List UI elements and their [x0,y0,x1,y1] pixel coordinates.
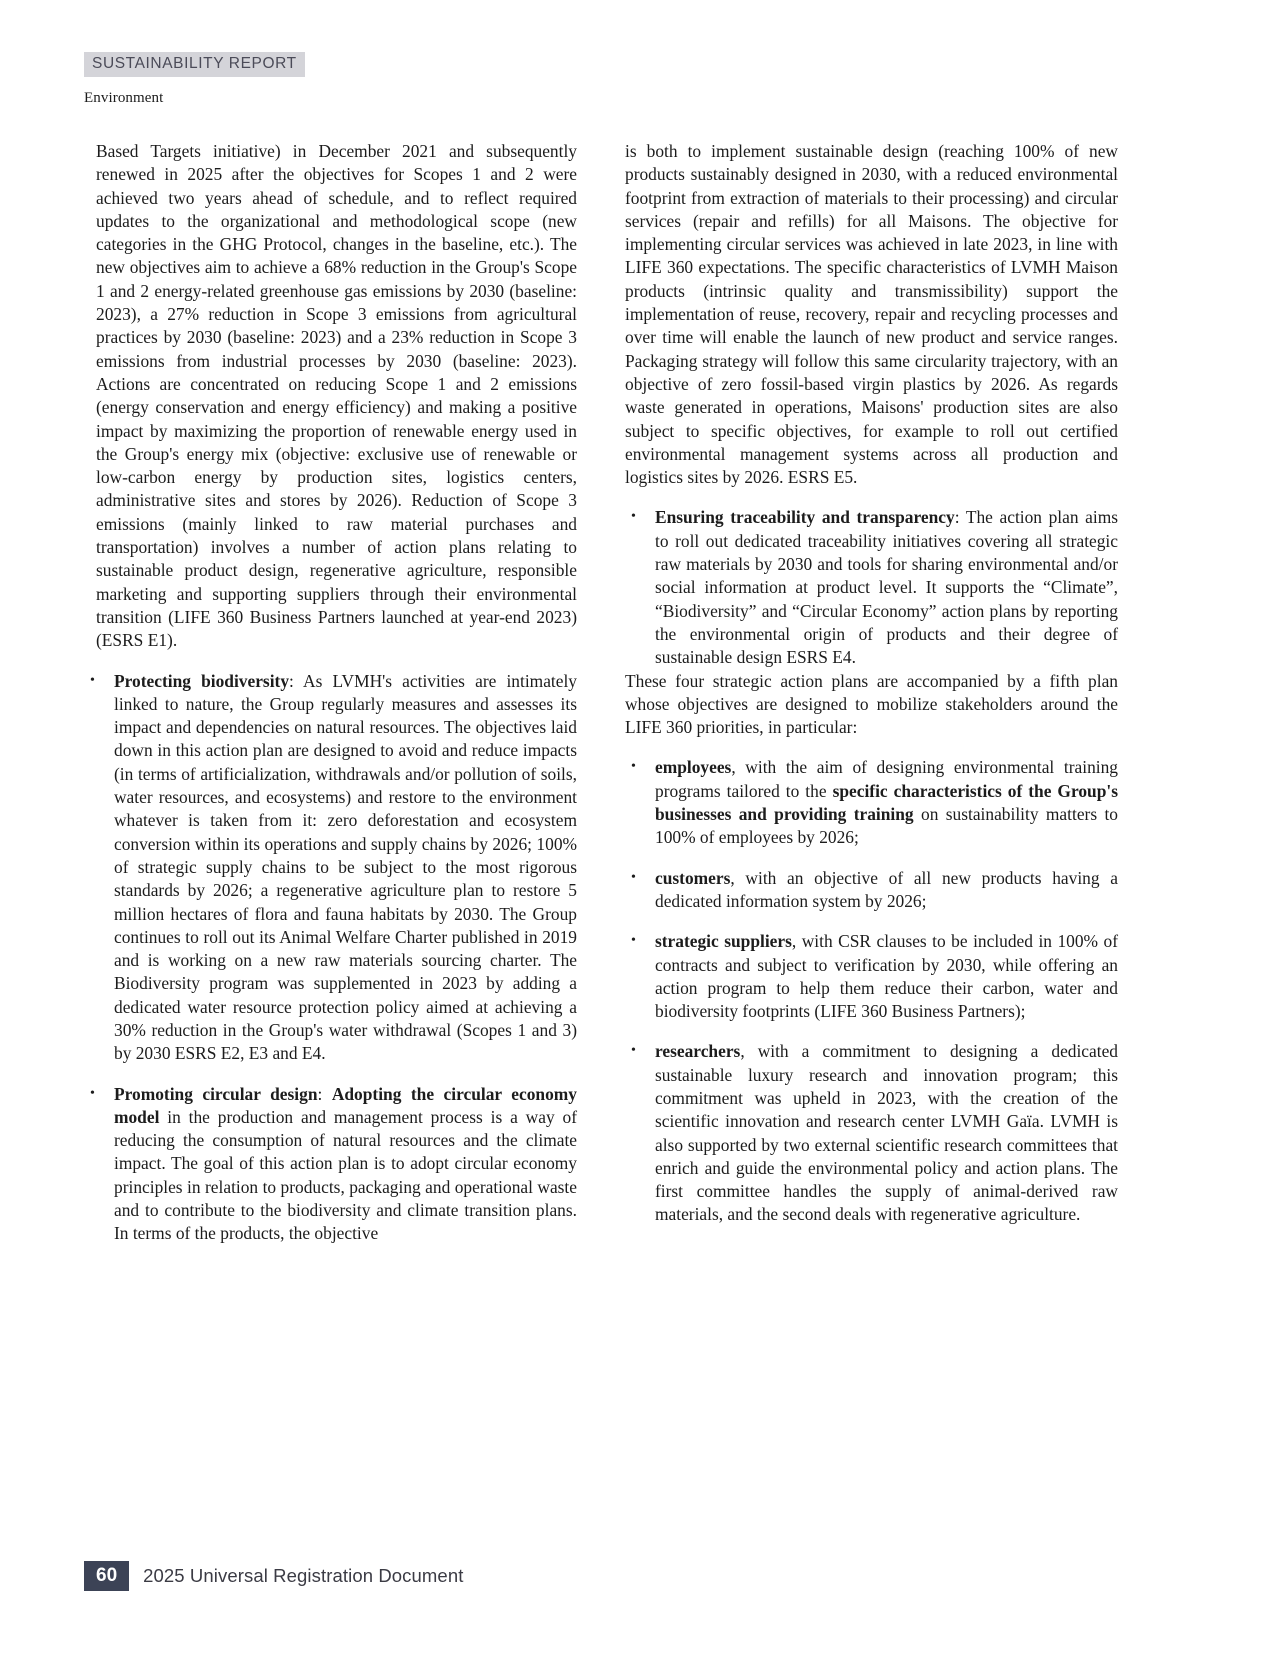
bullet-lead-promoting-circular-design: Promoting circular design [114,1083,318,1104]
bullet-text-ensuring-traceability: The action plan aims to roll out dedicated traceability initiatives covering all strategic raw materials by 2030 and tools for sharing environmental and/or social information at product level. It supports the “Climate”, “Biodiversity” and “Circular Economy” action plans by reporting the environmental origin of products and their degree of sustainable design ESRS E4. [655,507,1119,668]
bullet-lead-ensuring-traceability: Ensuring traceability and transparency [655,507,955,528]
bullet-researchers [625,1040,1118,1226]
bullet-text-employees-before: with the aim of designing environmental training programs tailored to the [655,757,1118,801]
bullet-text-employees-after: on sustainability matters to 100% of employees by 2026; [655,804,1118,848]
bullet-separator: : [954,507,966,528]
bullet-separator: , [730,867,746,888]
bullet-text-strategic-suppliers: with CSR clauses to be included in 100% of contracts and subject to verification by 2030, while offering an action program to help them reduce their carbon, water and biodiversity footprints (LIFE 360 Business Partners); [655,931,1119,1022]
bullet-separator: , [740,1041,758,1062]
running-head-label: SUSTAINABILITY REPORT [84,52,305,77]
bullet-text-protecting-biodiversity: As LVMH's activities are intimately linked to nature, the Group regularly measures and assesses its impact and dependencies on natural resources. The objectives laid down in this action plan are designed to avoid and reduce impacts (in terms of artificialization, withdrawals and/or pollution of soils, water resources, and ecosystems) and restore to the environment whatever is taken from it: zero deforestation and ecosystem conversion within its operations and supply chains by 2026; 100% of strategic supply chains to be subject to the most rigorous standards by 2026; a regenerative agriculture plan to restore 5 million hectares of flora and fauna habitats by 2030. The Group continues to roll out its Animal Welfare Charter published in 2019 and is working on a new raw materials sourcing charter. The Biodiversity program was supplemented in 2023 by adding a dedicated water resource protection policy aimed at achieving a 30% reduction in the Group's water withdrawal (Scopes 1 and 3) by 2030 ESRS E2, E3 and E4. [114,670,577,1064]
bullet-promoting-circular-design [84,1083,577,1246]
bullet-text-customers: with an objective of all new products having a dedicated information system by 2026; [655,867,1118,911]
right-column [625,140,1118,1246]
bullet-separator: : [317,1083,332,1104]
continued-paragraph-left: Based Targets initiative) in December 2021 and subsequently renewed in 2025 after the objectives for Scopes 1 and 2 were achieved two years ahead of schedule, and to reflect required updates to the organizational and methodological scope (new categories in the GHG Protocol, changes in the baseline, etc.). The new objectives aim to achieve a 68% reduction in the Group's Scope 1 and 2 energy-related greenhouse gas emissions by 2030 (baseline: 2023), a 27% reduction in Scope 3 emissions from agricultural practices by 2030 (baseline: 2023) and a 23% reduction in Scope 3 emissions from industrial processes by 2030 (baseline: 2023). Actions are concentrated on reducing Scope 1 and 2 emissions (energy conservation and energy efficiency) and making a positive impact by maximizing the proportion of renewable energy used in the Group's energy mix (objective: exclusive use of renewable or low-carbon energy by production sites, logistics centers, administrative sites and stores by 2026). Reduction of Scope 3 emissions (mainly linked to raw material purchases and transportation) involves a number of action plans relating to sustainable product design, regenerative agriculture, responsible marketing and supporting suppliers through their environmental transition (LIFE 360 Business Partners launched at year-end 2023) (ESRS E1). [96,141,577,651]
bullet-employees [625,756,1118,849]
bullet-lead2-circular-economy-model: Adopting the circular economy model [114,1083,577,1127]
page-number-badge: 60 [84,1561,129,1591]
section-label: Environment [84,89,164,106]
bullet-separator: , [731,757,746,778]
left-bullet-list [84,670,577,1246]
stakeholder-bullet-list [625,756,1118,1226]
bullet-lead-customers: customers [655,867,731,888]
bullet-lead-strategic-suppliers: strategic suppliers [655,931,792,952]
continued-paragraph-right: is both to implement sustainable design (reaching 100% of new products sustainably designed in 2030, with a reduced environmental footprint from extraction of materials to their processing) and circular services (repair and refills) for all Maisons. The objective for implementing circular services was achieved in late 2023, in line with LIFE 360 expectations. The specific characteristics of LVMH Maison products (intrinsic quality and transmissibility) support the implementation of reuse, recovery, repair and recycling processes and over time will enable the launch of new product and service ranges. Packaging strategy will follow this same circularity trajectory, with an objective of zero fossil-based virgin plastics by 2026. As regards waste generated in operations, Maisons' production sites are also subject to specific objectives, for example to roll out certified environmental management systems across all production and logistics sites by 2026. ESRS E5. [625,141,1118,488]
page-footer [84,1561,463,1591]
bullet-text-promoting-circular-design: in the production and management process is a way of reducing the consumption of natural resources and the climate impact. The goal of this action plan is to adopt circular economy principles in relation to products, packaging and operational waste and to contribute to the biodiversity and climate transition plans. In terms of the products, the objective [114,1106,577,1244]
bullet-ensuring-traceability [625,506,1118,669]
bullet-separator: : [289,670,304,691]
right-bullet-list-traceability [625,506,1118,669]
left-column [84,140,577,1246]
intro-paragraph-fifth-plan: These four strategic action plans are accompanied by a fifth plan whose objectives are designed to mobilize stakeholders around the LIFE 360 priorities, in particular: [625,670,1118,738]
body-columns [84,140,1118,1246]
bullet-emphasis-employees: specific characteristics of the Group's businesses and providing training [655,780,1118,825]
bullet-text-researchers: with a commitment to designing a dedicated sustainable luxury research and innovation program; this commitment was upheld in 2023, with the creation of the scientific innovation and research center LVMH Gaïa. LVMH is also supported by two external scientific research committees that enrich and guide the environmental policy and action plans. The first committee handles the supply of animal-derived raw materials, and the second deals with regenerative agriculture. [655,1041,1118,1225]
bullet-lead-protecting-biodiversity: Protecting biodiversity [114,670,290,691]
bullet-lead-researchers: researchers [655,1041,741,1062]
page-header [84,52,1184,107]
bullet-separator: , [791,931,802,952]
footer-document-title: 2025 Universal Registration Document [143,1565,464,1586]
bullet-customers [625,867,1118,914]
bullet-protecting-biodiversity [84,670,577,1066]
bullet-lead-employees: employees [655,757,732,778]
bullet-strategic-suppliers [625,930,1118,1023]
